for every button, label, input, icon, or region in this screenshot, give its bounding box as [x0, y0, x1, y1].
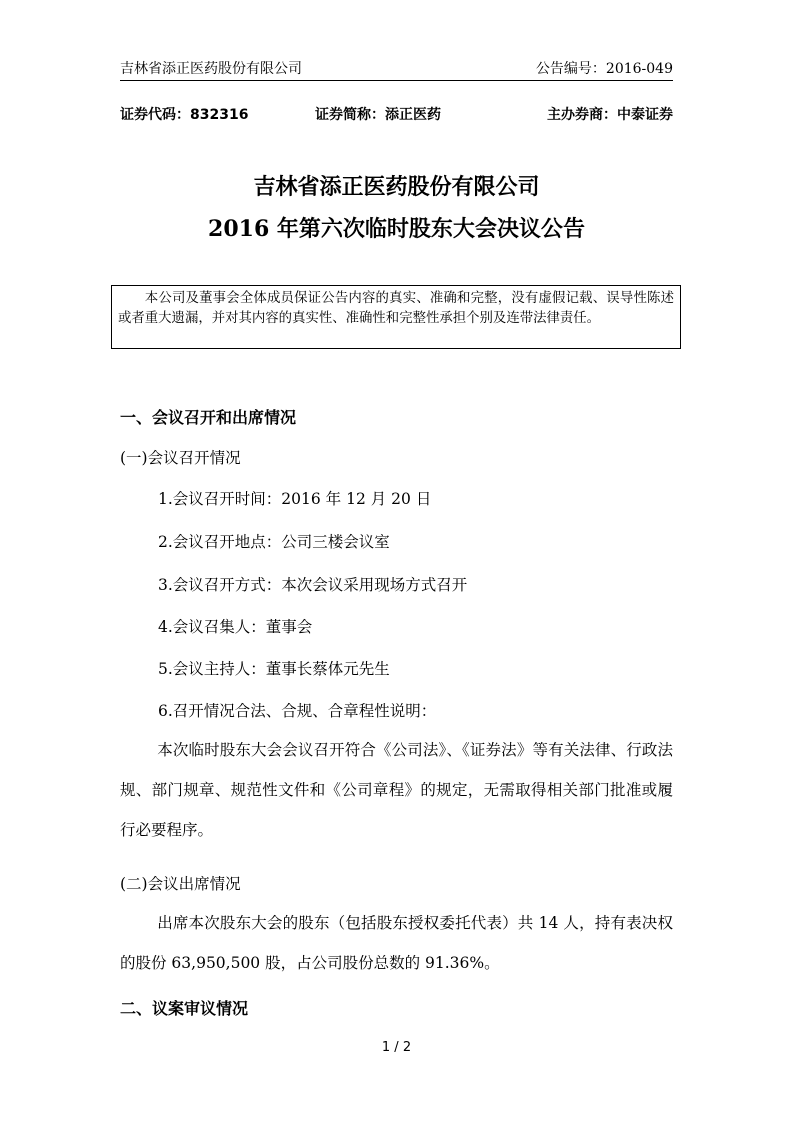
- title-line1: 吉林省添正医药股份有限公司: [253, 174, 540, 200]
- attendance-paragraph: 出席本次股东大会的股东（包括股东授权委托代表）共 14 人，持有表决权的股份 63,950,500 股，占公司股份总数的 91.36%。: [120, 914, 673, 972]
- section1-heading: 一、会议召开和出席情况: [120, 408, 297, 427]
- section2-heading: 二、议案审议情况: [120, 999, 249, 1018]
- securities-info: [120, 104, 673, 124]
- section1-sub2-heading: (二)会议出席情况: [120, 875, 241, 893]
- page-number: 1 / 2: [381, 1040, 412, 1055]
- title-line2: 2016 年第六次临时股东大会决议公告: [208, 216, 585, 242]
- meeting-host-item: 5.会议主持人：董事长蔡体元先生: [158, 660, 390, 678]
- meeting-method-item: 3.会议召开方式：本次会议采用现场方式召开: [158, 576, 468, 594]
- header-company: 吉林省添正医药股份有限公司: [120, 61, 302, 77]
- page-header: [120, 58, 673, 81]
- securities-code: 证券代码：832316: [120, 107, 249, 123]
- legality-paragraph: 本次临时股东大会会议召开符合《公司法》、《证券法》等有关法律、行政法规、部门规章、规范性文件和《公司章程》的规定，无需取得相关部门批准或履行必要程序。: [120, 741, 673, 839]
- notice-box: 本公司及董事会全体成员保证公告内容的真实、准确和完整，没有虚假记载、误导性陈述或者重大遗漏，并对其内容的真实性、准确性和完整性承担个别及连带法律责任。: [111, 285, 681, 349]
- securities-short-name: 证券简称：添正医药: [315, 107, 441, 123]
- header-announcement-no: 公告编号：2016-049: [535, 61, 673, 77]
- legality-item: 6.召开情况合法、合规、合章程性说明：: [158, 702, 437, 720]
- meeting-place-item: 2.会议召开地点：公司三楼会议室: [158, 533, 390, 551]
- securities-broker: 主办券商：中泰证券: [547, 107, 673, 123]
- meeting-convener-item: 4.会议召集人：董事会: [158, 618, 313, 636]
- section1-sub1-heading: (一)会议召开情况: [120, 449, 241, 467]
- meeting-time-item: 1.会议召开时间：2016 年 12 月 20 日: [158, 490, 432, 508]
